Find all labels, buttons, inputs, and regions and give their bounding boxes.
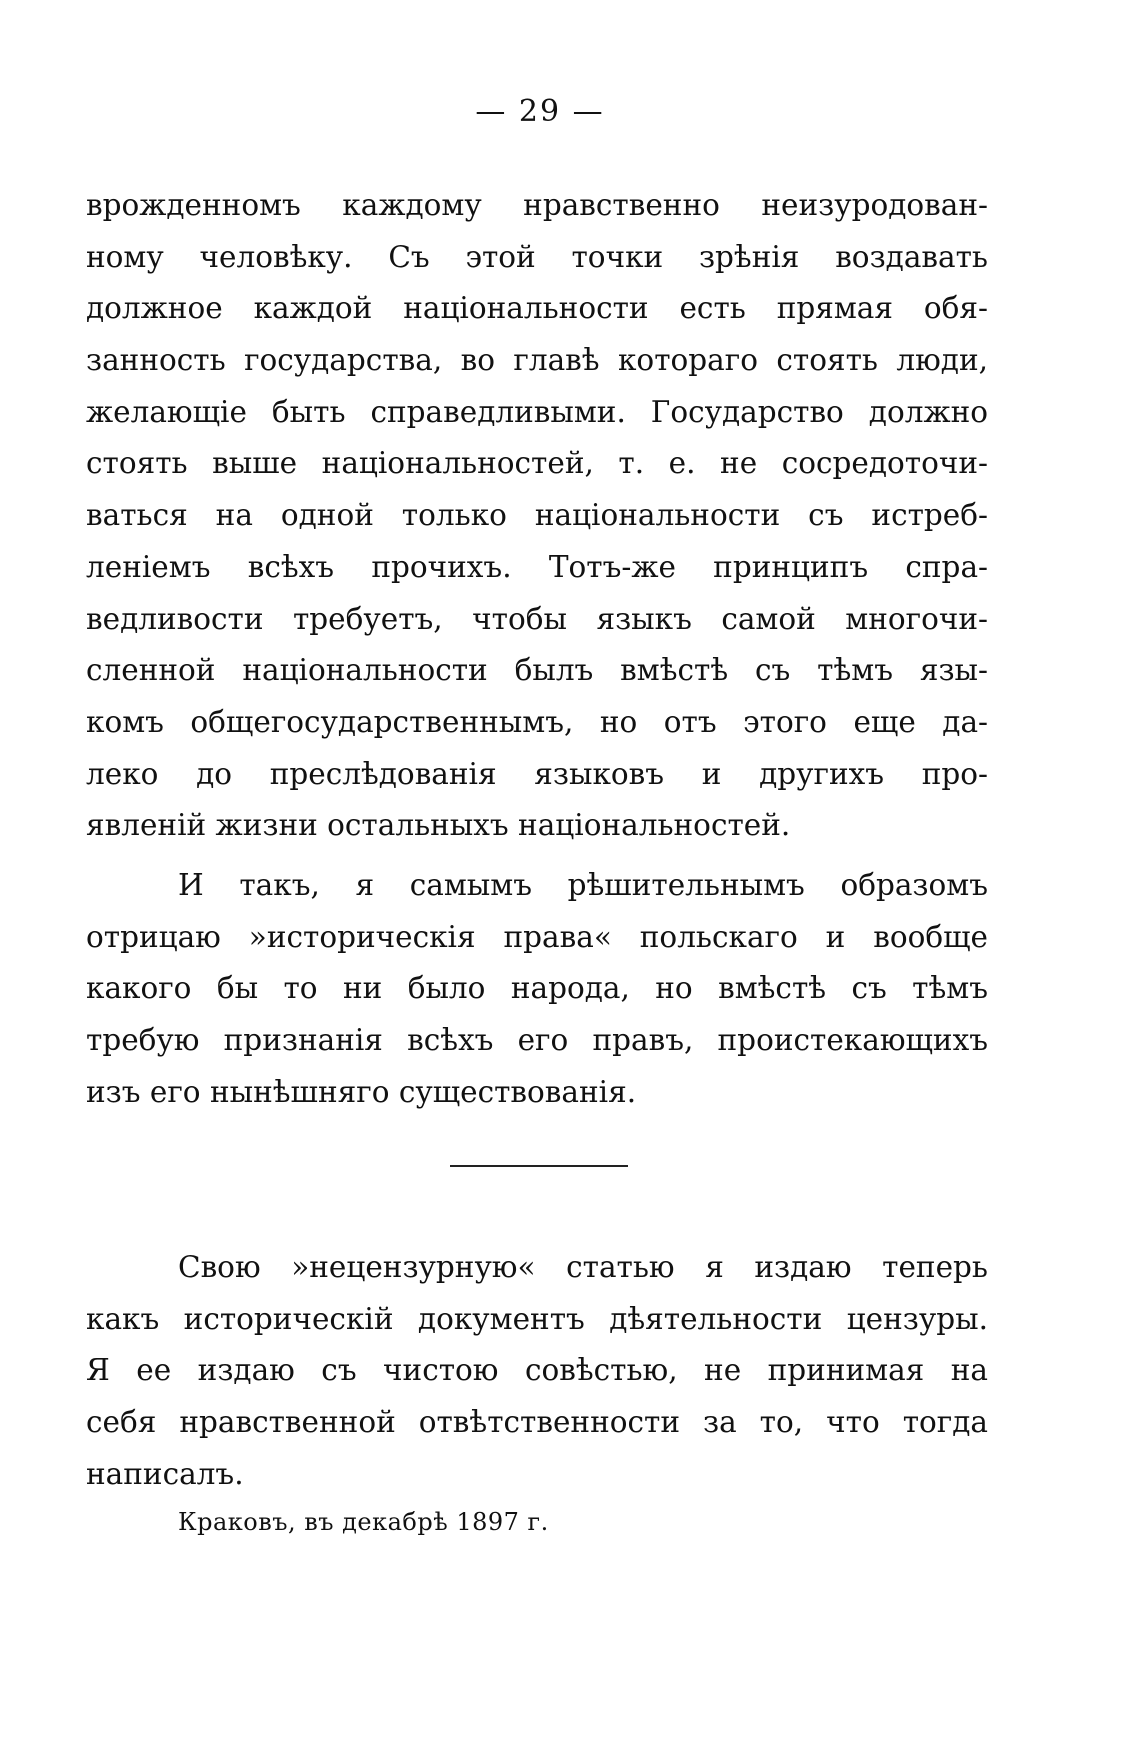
text-line: леко до преслѣдованія языковъ и другихъ про- bbox=[86, 756, 988, 791]
page-number: — 29 — bbox=[475, 94, 605, 129]
text-line: изъ его нынѣшняго существованія. bbox=[86, 1074, 637, 1109]
text-line: комъ общегосударственнымъ, но отъ этого еще да- bbox=[86, 704, 988, 739]
text-line: явленій жизни остальныхъ національностей. bbox=[86, 808, 791, 843]
text-line: написалъ. bbox=[86, 1456, 244, 1491]
paragraph-3 bbox=[86, 1242, 988, 1500]
text-line: Свою »нецензурную« статью я издаю теперь bbox=[178, 1250, 988, 1284]
text-line: ведливости требуетъ, чтобы языкъ самой многочи- bbox=[86, 601, 988, 636]
text-line: какого бы то ни было народа, но вмѣстѣ съ тѣмъ bbox=[86, 971, 988, 1006]
text-line: леніемъ всѣхъ прочихъ. Тотъ-же принципъ спра- bbox=[86, 549, 988, 584]
paragraph-2 bbox=[86, 860, 988, 1118]
text-line: стоять выше національностей, т. е. не сосредоточи- bbox=[86, 446, 988, 481]
text-line: требую признанія всѣхъ его правъ, проистекающихъ bbox=[86, 1023, 988, 1058]
paragraph-1 bbox=[86, 180, 988, 852]
text-line: Я ее издаю съ чистою совѣстью, не принимая на bbox=[86, 1353, 988, 1388]
section-divider bbox=[450, 1165, 628, 1167]
text-line: ваться на одной только національности съ истреб- bbox=[86, 498, 988, 533]
text-line: себя нравственной отвѣтственности за то, что тогда bbox=[86, 1405, 988, 1440]
text-line: И такъ, я самымъ рѣшительнымъ образомъ bbox=[178, 868, 988, 902]
text-line: занность государства, во главѣ котораго стоять люди, bbox=[86, 343, 988, 378]
text-line: отрицаю »историческія права« польскаго и вообще bbox=[86, 919, 988, 954]
text-line: какъ историческій документъ дѣятельности цензуры. bbox=[86, 1301, 988, 1336]
text-line: врожденномъ каждому нравственно неизуродован- bbox=[86, 188, 988, 222]
text-line: сленной національности былъ вмѣстѣ съ тѣмъ язы- bbox=[86, 653, 988, 688]
text-line: ному человѣку. Съ этой точки зрѣнія воздавать bbox=[86, 239, 988, 274]
text-line: должное каждой національности есть прямая обя- bbox=[86, 291, 988, 326]
text-line: желающіе быть справедливыми. Государство должно bbox=[86, 394, 988, 429]
signature-dateline: Краковъ, въ декабрѣ 1897 г. bbox=[178, 1508, 549, 1536]
